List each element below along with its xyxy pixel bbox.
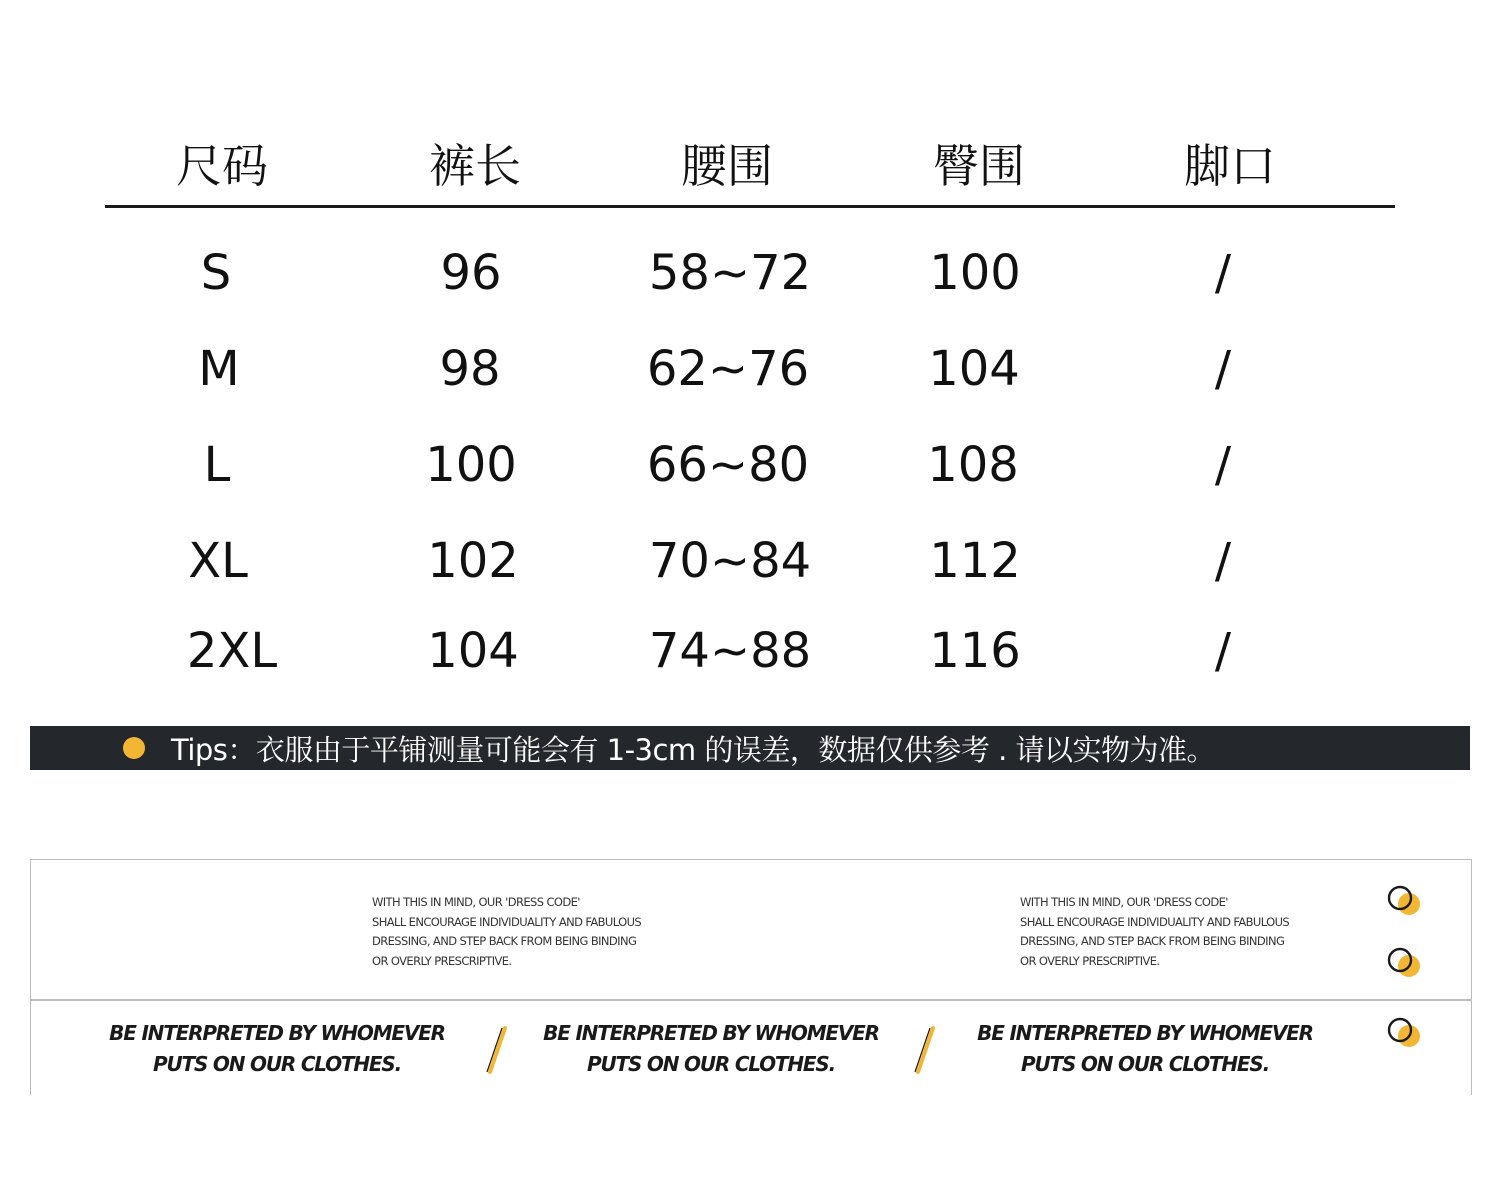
ring-circle-icon <box>1383 946 1429 980</box>
cell-hem: / <box>1214 533 1232 589</box>
cell-hem: / <box>1214 623 1232 679</box>
ring-circle-icon <box>1383 884 1429 918</box>
table-row <box>105 420 1395 510</box>
cell-length: 100 <box>425 437 517 493</box>
header-hem: 脚口 <box>1184 139 1276 193</box>
cell-hem: / <box>1214 437 1232 493</box>
cell-size: XL <box>188 533 248 589</box>
slogan-line: PUTS ON OUR CLOTHES. <box>1021 1052 1269 1076</box>
size-table <box>105 118 1395 206</box>
slash-divider-icon <box>911 1024 939 1076</box>
cell-hip: 116 <box>929 623 1021 679</box>
cell-waist: 74~88 <box>648 623 812 679</box>
fine-print-line: OR OVERLY PRESCRIPTIVE. <box>1020 953 1160 968</box>
fine-print-block <box>372 893 641 971</box>
bullet-dot-icon <box>123 737 145 759</box>
slash-divider-icon <box>483 1024 511 1076</box>
slogan-block <box>543 1018 879 1080</box>
cell-hem: / <box>1214 341 1232 397</box>
table-row <box>105 228 1395 318</box>
slogan-line: BE INTERPRETED BY WHOMEVER <box>109 1021 445 1045</box>
cell-waist: 70~84 <box>648 533 812 589</box>
banner-divider <box>31 999 1471 1001</box>
cell-hip: 108 <box>927 437 1019 493</box>
slogan-line: PUTS ON OUR CLOTHES. <box>587 1052 835 1076</box>
cell-length: 102 <box>427 533 519 589</box>
fine-print-line: WITH THIS IN MIND, OUR 'DRESS CODE' <box>372 895 580 909</box>
cell-size: L <box>203 437 231 493</box>
cell-hip: 104 <box>928 341 1020 397</box>
cell-length: 104 <box>427 623 519 679</box>
cell-size: 2XL <box>186 623 278 679</box>
header-waist: 腰围 <box>681 139 773 193</box>
header-divider <box>105 205 1395 208</box>
cell-hip: 112 <box>929 533 1021 589</box>
cell-length: 98 <box>439 341 501 397</box>
fine-print-line: DRESSING, AND STEP BACK FROM BEING BINDING <box>372 934 637 948</box>
cell-size: S <box>200 245 232 301</box>
fine-print-line: SHALL ENCOURAGE INDIVIDUALITY AND FABULOUS <box>372 914 642 929</box>
header-length: 裤长 <box>429 139 521 193</box>
header-hip: 臀围 <box>933 139 1025 193</box>
cell-size: M <box>198 341 240 397</box>
slogan-line: BE INTERPRETED BY WHOMEVER <box>543 1021 879 1045</box>
cell-hem: / <box>1214 245 1232 301</box>
slogan-block <box>109 1018 445 1080</box>
table-row <box>105 516 1395 606</box>
fine-print-line: SHALL ENCOURAGE INDIVIDUALITY AND FABULOUS <box>1020 914 1290 929</box>
tips-bar <box>30 726 1470 770</box>
fine-print-block <box>1020 893 1289 971</box>
cell-waist: 66~80 <box>646 437 810 493</box>
cell-waist: 62~76 <box>646 341 810 397</box>
table-header-row <box>105 118 1395 206</box>
decorative-banner <box>30 859 1472 1095</box>
tips-text: Tips：衣服由于平铺测量可能会有 1-3cm 的误差，数据仅供参考 . 请以实物为准。 <box>171 732 1216 767</box>
fine-print-line: OR OVERLY PRESCRIPTIVE. <box>372 953 512 968</box>
cell-length: 96 <box>440 245 502 301</box>
cell-waist: 58~72 <box>648 245 812 301</box>
header-size: 尺码 <box>176 139 268 193</box>
fine-print-line: DRESSING, AND STEP BACK FROM BEING BINDING <box>1020 934 1285 948</box>
fine-print-line: WITH THIS IN MIND, OUR 'DRESS CODE' <box>1020 895 1228 909</box>
slogan-block <box>977 1018 1313 1080</box>
table-row <box>105 606 1395 696</box>
ring-circle-icon <box>1383 1016 1429 1050</box>
slogan-line: PUTS ON OUR CLOTHES. <box>153 1052 401 1076</box>
cell-hip: 100 <box>929 245 1021 301</box>
table-row <box>105 324 1395 414</box>
slogan-line: BE INTERPRETED BY WHOMEVER <box>977 1021 1313 1045</box>
